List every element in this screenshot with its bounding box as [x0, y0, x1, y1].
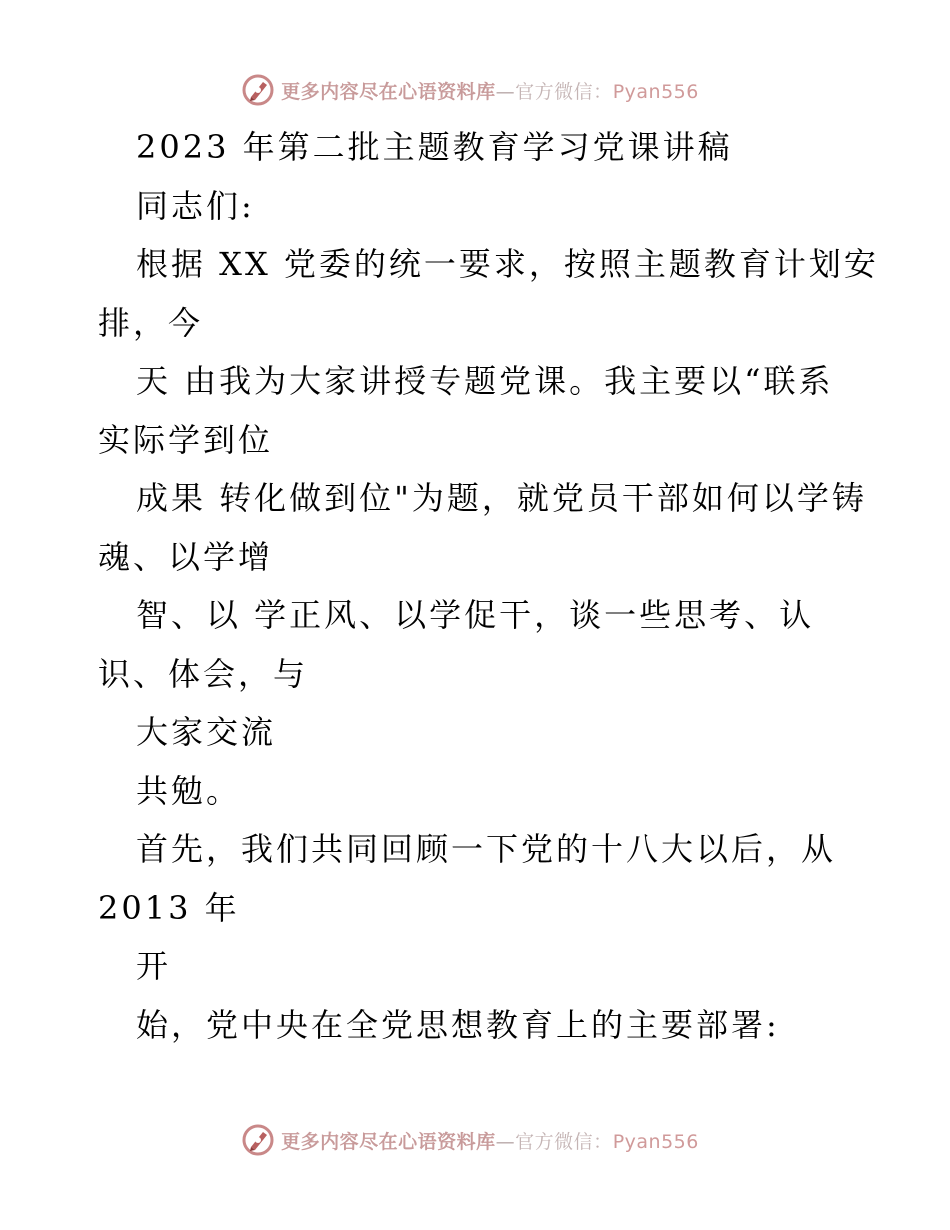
text-line: 首先，我们共同回顾一下党的十八大以后，从	[136, 830, 837, 868]
watermark-group	[241, 73, 699, 107]
text-line: 识、体会，与	[98, 654, 309, 693]
watermark-dash: —	[495, 1130, 516, 1153]
watermark-group	[241, 1123, 699, 1157]
watermark-label: 官方微信：	[515, 80, 613, 103]
watermark-label: 官方微信：	[515, 1130, 613, 1153]
pen-logo-icon	[241, 1123, 275, 1157]
text-line: 2013 年	[98, 888, 240, 927]
text-line: 实际学到位	[98, 420, 274, 459]
header-watermark	[0, 70, 950, 110]
text-line: 大家交流	[136, 713, 277, 751]
watermark-dash: —	[495, 80, 516, 103]
text-line: 天 由我为大家讲授专题党课。我主要以“联系	[136, 362, 834, 400]
text-line: 根据 XX 党委的统一要求，按照主题教育计划安	[136, 245, 879, 283]
watermark-site: 更多内容尽在心语资料库	[281, 80, 496, 103]
text-line: 开	[136, 947, 172, 985]
text-line: 智、以 学正风、以学促干，谈一些思考、认	[136, 596, 815, 634]
document-body	[98, 118, 879, 1054]
text-line: 魂、以学增	[98, 537, 274, 576]
footer-watermark	[0, 1120, 950, 1160]
text-line: 排，今	[98, 303, 204, 342]
watermark-id: Pyan556	[612, 1130, 699, 1153]
text-line: 成果 转化做到位"为题，就党员干部如何以学铸	[136, 479, 867, 517]
text-line: 共勉。	[136, 771, 242, 810]
watermark-site: 更多内容尽在心语资料库	[281, 1130, 496, 1153]
text-line: 2023 年第二批主题教育学习党课讲稿	[136, 128, 733, 166]
watermark-id: Pyan556	[612, 80, 699, 103]
pen-logo-icon	[241, 73, 275, 107]
text-line: 始，党中央在全党思想教育上的主要部署:	[136, 1005, 780, 1044]
text-line: 同志们:	[136, 186, 255, 225]
